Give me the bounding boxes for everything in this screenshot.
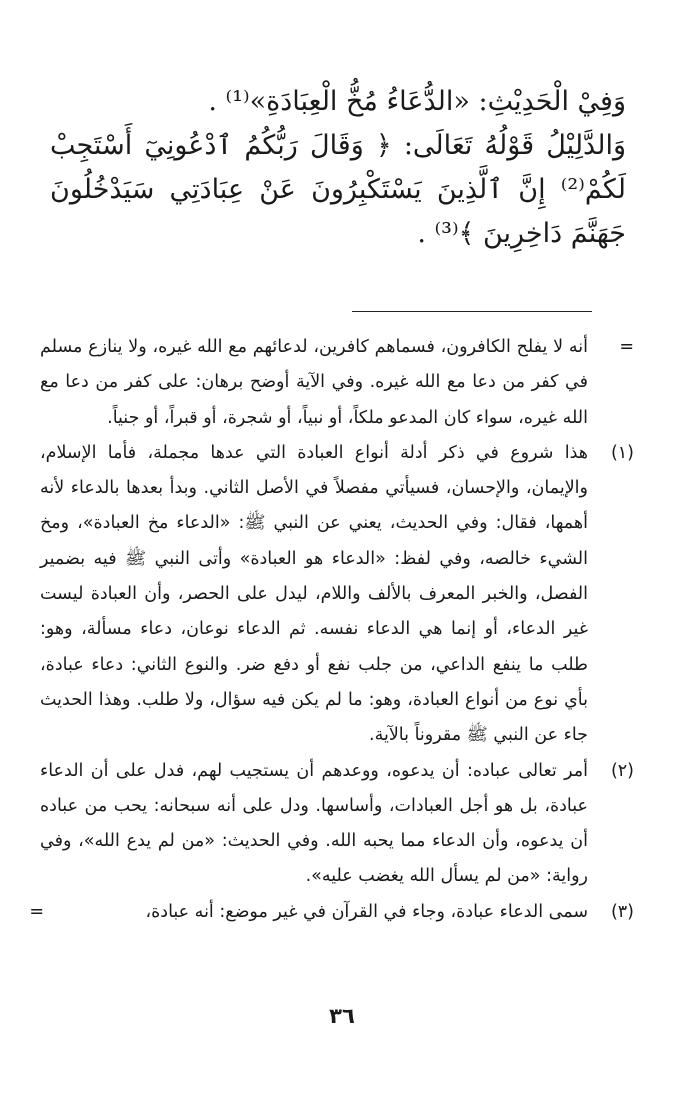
footnote-marker: (١) (610, 442, 634, 463)
footnote-text: سمى الدعاء عبادة، وجاء في القرآن في غير موضع: أنه عبادة، (145, 901, 588, 922)
evidence-paragraph: وَالدَّلِيْلُ قَوْلُهُ تَعَالَى: ﴿ وَقَالَ رَبُّكُمُ ٱدْعُونِيٓ أَسْتَجِبْ لَكُمْ⁽²⁾ إِنَّ ٱلَّذِينَ يَسْتَكْبِرُونَ عَنْ عِبَادَتِي سَيَدْخُلُونَ جَهَنَّمَ دَاخِرِينَ ﴾⁽³⁾ . (50, 130, 626, 249)
footnotes (29, 330, 634, 930)
page-number: ٣٦ (329, 1004, 355, 1028)
footnote-text: هذا شروع في ذكر أدلة أنواع العبادة التي عدها مجملة، فأما الإسلام، والإيمان، والإحسان، فسيأتي مفصلاً في الأصل الثاني. وبدأ بعدها بالدعاء لأنه أهمها، فقال: وفي الحديث، يعني عن النبي ﷺ: «الدعاء مخ العبادة»، ومخ الشيء خالصه، وفي لفظ: «الدعاء هو العبادة» وأتى النبي ﷺ فيه بضمير الفصل، والخبر المعرف بالألف واللام، ليدل على الحصر، وأن العبادة ليست غير الدعاء، أو إنما هي الدعاء نفسه. ثم الدعاء نوعان، دعاء مسألة، وهو: طلب ما ينفع الداعي، من جلب نفع أو دفع ضر. والنوع الثاني: دعاء عبادة، بأي نوع من أنواع العبادة، وهو: ما لم يكن فيه سؤال، ولا طلب. وهذا الحديث جاء عن النبي ﷺ مقروناً بالآية. (40, 442, 588, 746)
footnote-text: أمر تعالى عباده: أن يدعوه، ووعدهم أن يستجيب لهم، فدل على أن الدعاء عبادة، بل هو أجل العبادات، وأساسها. ودل على أنه سبحانه: يحب من عباده أن يدعوه، وأن الدعاء مما يحبه الله. وفي الحديث: «من لم يدع الله»، وفي رواية: «من لم يسأل الله يغضب عليه». (40, 760, 588, 887)
footnote-marker: (٣) (610, 901, 634, 922)
footnote-3 (29, 895, 634, 930)
footnote-continued (40, 330, 634, 436)
footnote-text: أنه لا يفلح الكافرون، فسماهم كافرين، لدعائهم مع الله غيره، ولا ينازع مسلم في كفر من دعا مع الله غيره. وفي الآية أوضح برهان: على كفر من دعا مع الله غيره، سواء كان المدعو ملكاً، أو نبياً، أو شجرة، أو قبراً، أو جنياً. (40, 337, 588, 428)
footnote-marker: = (619, 337, 634, 357)
footnote-separator (352, 311, 592, 312)
footnote-2 (40, 754, 634, 895)
footnote-marker: (٢) (610, 760, 634, 781)
footnote-1 (40, 436, 634, 754)
continuation-marker: = (29, 901, 44, 922)
hadith-line: وَفِيْ الْحَدِيْثِ: «الدُّعَاءُ مُخُّ الْعِبَادَةِ»⁽¹⁾ . (208, 86, 626, 117)
main-text (50, 80, 626, 256)
